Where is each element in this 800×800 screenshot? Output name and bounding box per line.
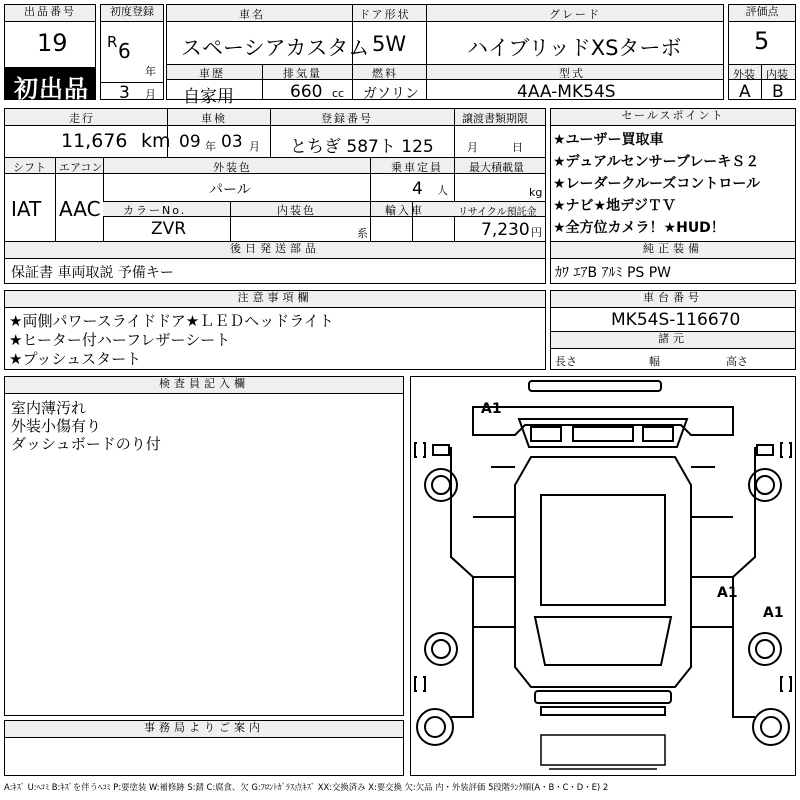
score: 5 [754,27,770,55]
transfer-day: 日 [512,141,523,154]
reg-month-unit: 月 [145,88,156,101]
chassis-box [550,290,796,370]
colorno: ZVR [151,219,187,239]
recycle: 7,230 [481,220,530,240]
int-label: 内装 [766,68,788,81]
int-score: B [772,82,784,102]
inspector-note: 室内薄汚れ [11,399,87,417]
caution-box [4,290,546,370]
yen-unit: 円 [531,226,542,239]
legend: A:ｷｽﾞ U:ﾍｺﾐ B:ｷｽﾞを伴うﾍｺﾐ P:要塗装 W:補修跡 S:錆 C:腐食、欠 G:ﾌﾛﾝﾄｶﾞﾗｽ点ｷｽﾞ XX:交換済み X:要交換 欠:欠品 内・外装評価 5段階ﾗﾝｸ順(A・B・C・D・E) 2 [4,782,609,792]
capacity: 4 [412,179,423,199]
ac: AAC [59,197,101,221]
sales-point: ★レーダークルーズコントロール [553,176,761,192]
reg-label: 初度登録 [101,5,163,22]
later-parts: 保証書 車両取説 予備キー [11,265,174,281]
first-listing-text: 初出品 [14,75,89,103]
load-unit: kg [529,186,543,199]
sales-point: ★ナビ★地デジＴＶ [553,198,676,214]
history-label: 車歴 [199,67,225,80]
mileage: 11,676 [61,130,128,152]
reg-month: 3 [119,83,130,103]
interior-unit: 系 [357,227,368,240]
insp-year: 09 [179,132,201,152]
sales-point: ★デュアルセンサーブレーキＳ２ [553,154,760,170]
damage-mark: A1 [481,401,502,417]
inspection-label: 車検 [201,112,227,125]
lot-label: 出品番号 [5,5,95,22]
ext-label: 外装 [733,68,755,81]
load-label: 最大積載量 [469,161,524,174]
interior-label: 内装色 [277,204,316,217]
plate-label: 登録番号 [321,112,373,125]
score-label: 評価点 [729,5,795,22]
color-label: 外装色 [213,161,252,174]
displacement: 660 [290,82,323,102]
sales-label: セールスポイント [551,109,795,126]
shift: IAT [11,197,42,221]
reg-box [100,4,164,103]
inspector-note: 外装小傷有り [11,417,102,435]
reg-year-unit: 年 [145,65,156,78]
equip-label: 純正装備 [551,242,795,259]
sales-box [550,108,796,284]
height-label: 高さ [726,355,748,368]
recycle-label: リサイクル預託金 [458,207,537,218]
capacity-label: 乗車定員 [391,161,443,174]
inspector-note: ダッシュボードのり付 [11,435,161,453]
model-label: 型式 [559,67,585,80]
mileage-label: 走行 [69,112,95,125]
chassis-number: MK54S-116670 [611,310,741,330]
fuel: ガソリン [363,86,419,102]
km-unit: km [141,130,171,152]
car-diagram-svg [411,377,795,775]
reg-year: 6 [118,39,131,63]
ac-label: エアコン [59,161,103,174]
colorno-label: カラーNo. [123,204,187,217]
model-code: 4AA-MK54S [517,82,616,102]
score-box [728,4,796,100]
grade-label: グレード [549,8,601,21]
chassis-label: 車台番号 [551,291,795,308]
caution-line: ★両側パワースライドドア★ＬＥＤヘッドライト [9,312,334,330]
capacity-unit: 人 [437,184,448,197]
inspector-box [4,376,404,716]
office-label: 事務局よりご案内 [5,721,403,738]
caution-line: ★ヒーター付ハーフレザーシート [9,331,231,349]
displacement-label: 排気量 [283,67,322,80]
damage-mark: A1 [763,605,784,621]
spec-label: 諸元 [551,332,795,349]
lot-box [4,4,96,103]
plate-number: とちぎ 587ト 125 [290,137,434,157]
cc-unit: cc [332,87,345,100]
damage-mark: A1 [717,585,738,601]
sales-point: ★全方位カメラ！★HUD！ [553,220,725,236]
caution-label: 注意事項欄 [5,291,545,308]
length-label: 長さ [555,355,577,368]
car-name: スペーシアカスタム [181,36,370,60]
sales-point: ★ユーザー買取車 [553,132,664,148]
caution-line: ★プッシュスタート [9,350,142,368]
transfer-label: 譲渡書類期限 [462,112,528,125]
insp-year-unit: 年 [205,140,216,153]
grade: ハイブリッドXSターボ [467,36,682,60]
equipment: ｶﾜ ｴｱB ｱﾙﾐ PS PW [555,265,672,281]
door-label: ドア形状 [359,8,411,21]
reg-era: R [107,33,118,51]
ext-score: A [739,82,751,102]
width-label: 幅 [649,355,660,368]
import-label: 輸入車 [385,204,424,217]
office-box [4,720,404,776]
later-label: 後日発送部品 [5,242,545,259]
fuel-label: 燃料 [372,67,398,80]
details-box [4,108,546,284]
insp-month: 03 [221,132,243,152]
car-diagram [410,376,796,776]
main-spec-box [166,4,724,107]
car-name-label: 車名 [239,8,265,21]
insp-month-unit: 月 [249,140,260,153]
shift-label: シフト [13,161,46,174]
transfer-month: 月 [467,141,478,154]
color: パール [209,182,251,198]
inspector-label: 検査員記入欄 [5,377,403,394]
lot-number: 19 [37,29,68,57]
door-type: 5W [372,32,407,56]
history: 自家用 [183,87,234,107]
